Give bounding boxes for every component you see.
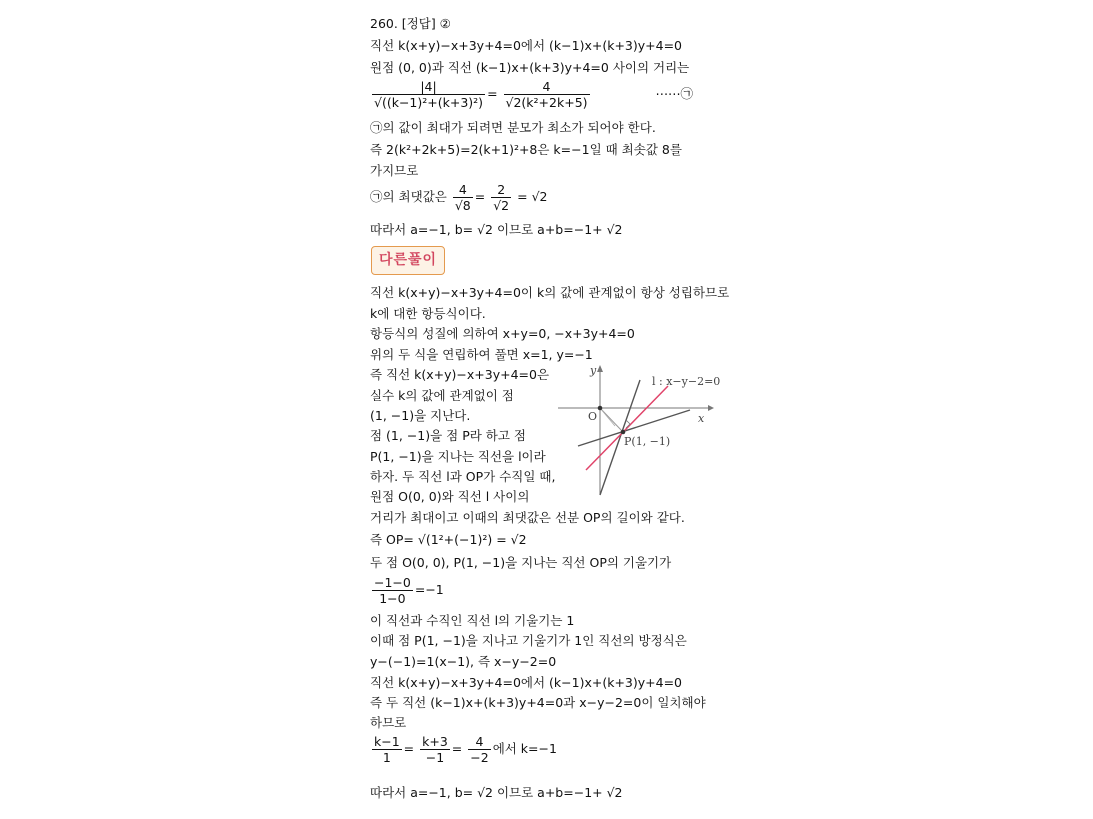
x-axis-label: x xyxy=(698,412,705,425)
alt-solution-badge: 다른풀이 xyxy=(371,246,445,275)
alt-line-17: 이때 점 P(1, −1)을 지나고 기울기가 1인 직선의 방정식은 xyxy=(370,633,687,648)
k-value: 에서 k=−1 xyxy=(492,741,557,756)
alt-line-3: 항등식의 성질에 의하여 x+y=0, −x+3y+4=0 xyxy=(370,326,635,341)
alt-line-2: k에 대한 항등식이다. xyxy=(370,306,486,321)
solution-line-2: 원점 (0, 0)과 직선 (k−1)x+(k+3)y+4=0 사이의 거리는 xyxy=(370,60,690,75)
max-fraction-2-num: 2 xyxy=(491,182,511,198)
max-fraction-2-den: √2 xyxy=(493,198,510,213)
max-fraction-2 xyxy=(491,182,511,213)
slope-fraction xyxy=(372,575,413,606)
y-axis-arrow xyxy=(597,365,603,372)
slope-value: =−1 xyxy=(414,582,444,597)
y-axis-label: y xyxy=(590,364,597,377)
distance-fraction-1-den: √((k−1)²+(k+3)²) xyxy=(374,95,484,110)
alt-line-18: y−(−1)=1(x−1), 즉 x−y−2=0 xyxy=(370,654,557,669)
k-fraction-2-num: k+3 xyxy=(422,734,448,749)
distance-fraction-1 xyxy=(372,79,485,110)
alt-line-12: 거리가 최대이고 이때의 최댓값은 선분 OP의 길이와 같다. xyxy=(370,510,685,525)
origin-label: O xyxy=(588,410,598,423)
k-fraction-1-den: 1 xyxy=(382,750,391,765)
distance-fraction-2-num: 4 xyxy=(504,79,590,95)
alt-line-4: 위의 두 식을 연립하여 풀면 x=1, y=−1 xyxy=(370,347,593,362)
alt-line-16: 이 직선과 수직인 직선 l의 기울기는 1 xyxy=(370,613,575,628)
distance-formula: $\frac{|4|}{\text{√((k−1)²+(k+3)²)}}$ = $\frac{4}{\text{√2(k²+2k+5)}}$ ⋯⋯㉠ xyxy=(374,79,694,110)
point-p-label: P(1, −1) xyxy=(624,435,671,448)
alt-line-11: 원점 O(0, 0)와 직선 l 사이의 xyxy=(370,489,530,504)
coordinate-graph xyxy=(550,360,735,500)
k-fraction-3-num: 4 xyxy=(468,734,490,750)
solution-line-5: 즉 2(k²+2k+5)=2(k+1)²+8은 k=−1일 때 최솟값 8를 xyxy=(370,142,682,157)
alt-line-7: (1, −1)을 지난다. xyxy=(370,408,471,423)
line-l-label: l : x−y−2=0 xyxy=(652,375,721,388)
line-l xyxy=(586,386,671,470)
alt-line-13: 즉 OP= √(1²+(−1)²) = √2 xyxy=(370,532,527,547)
solution-line-1: 직선 k(x+y)−x+3y+4=0에서 (k−1)x+(k+3)y+4=0 xyxy=(370,38,683,53)
alt-line-6: 실수 k의 값에 관계없이 점 xyxy=(370,388,514,403)
answer-header: 260. [정답] ② xyxy=(370,16,451,31)
k-fraction-3-den: −2 xyxy=(470,750,489,765)
slope-fraction-den: 1−0 xyxy=(379,591,406,606)
point-p xyxy=(621,430,626,435)
k-fraction-3 xyxy=(468,734,490,765)
alt-line-1: 직선 k(x+y)−x+3y+4=0이 k의 값에 관계없이 항상 성립하므로 xyxy=(370,285,730,300)
alt-line-8: 점 (1, −1)을 점 P라 하고 점 xyxy=(370,428,527,443)
k-fraction-2-den: −1 xyxy=(425,750,445,765)
distance-fraction-1-num: |4| xyxy=(372,79,485,95)
alt-line-5: 즉 직선 k(x+y)−x+3y+4=0은 xyxy=(370,367,550,382)
max-value-post: = √2 xyxy=(517,189,548,204)
slope-fraction-num: −1−0 xyxy=(374,575,411,590)
origin-point xyxy=(598,406,603,411)
dash-1 xyxy=(600,408,615,426)
k-fraction-2 xyxy=(420,734,450,765)
x-axis-arrow xyxy=(708,405,714,411)
max-fraction-1-den: √8 xyxy=(454,198,471,213)
distance-fraction-2-den: √2(k²+2k+5) xyxy=(505,95,588,110)
alt-line-19: 직선 k(x+y)−x+3y+4=0에서 (k−1)x+(k+3)y+4=0 xyxy=(370,675,683,690)
max-fraction-1-num: 4 xyxy=(453,182,473,198)
alt-line-20: 즉 두 직선 (k−1)x+(k+3)y+4=0과 x−y−2=0이 일치해야 xyxy=(370,695,706,710)
k-fraction-1 xyxy=(372,734,402,765)
solution-line-6: 가지므로 xyxy=(370,163,419,178)
solution-line-4: ㉠의 값이 최대가 되려면 분모가 최소가 되어야 한다. xyxy=(370,120,656,135)
max-value-line: ㉠의 최댓값은 $\frac{4}{√8}$ = $\frac{2}{√2}$ = √2 xyxy=(370,182,548,213)
solution-conclusion: 따라서 a=−1, b= √2 이므로 a+b=−1+ √2 xyxy=(370,222,623,237)
distance-fraction-2 xyxy=(504,79,590,110)
alt-line-9: P(1, −1)을 지나는 직선을 l이라 xyxy=(370,449,546,464)
k-value-line: $\frac{k-1}{1}$ = $\frac{k+3}{-1}$ = $\frac{4}{-2}$ 에서 k=−1 xyxy=(374,734,557,765)
alt-line-21: 하므로 xyxy=(370,715,407,730)
slope-fraction-line xyxy=(370,573,444,607)
k-fraction-1-num: k−1 xyxy=(374,734,400,749)
alt-line-10: 하자. 두 직선 l과 OP가 수직일 때, xyxy=(370,469,556,484)
max-value-pre: ㉠의 최댓값은 xyxy=(370,189,447,204)
equation-marker: ⋯⋯㉠ xyxy=(655,86,694,101)
alt-conclusion: 따라서 a=−1, b= √2 이므로 a+b=−1+ √2 xyxy=(370,785,623,800)
alt-line-14: 두 점 O(0, 0), P(1, −1)을 지나는 직선 OP의 기울기가 xyxy=(370,555,672,570)
max-fraction-1 xyxy=(453,182,473,213)
